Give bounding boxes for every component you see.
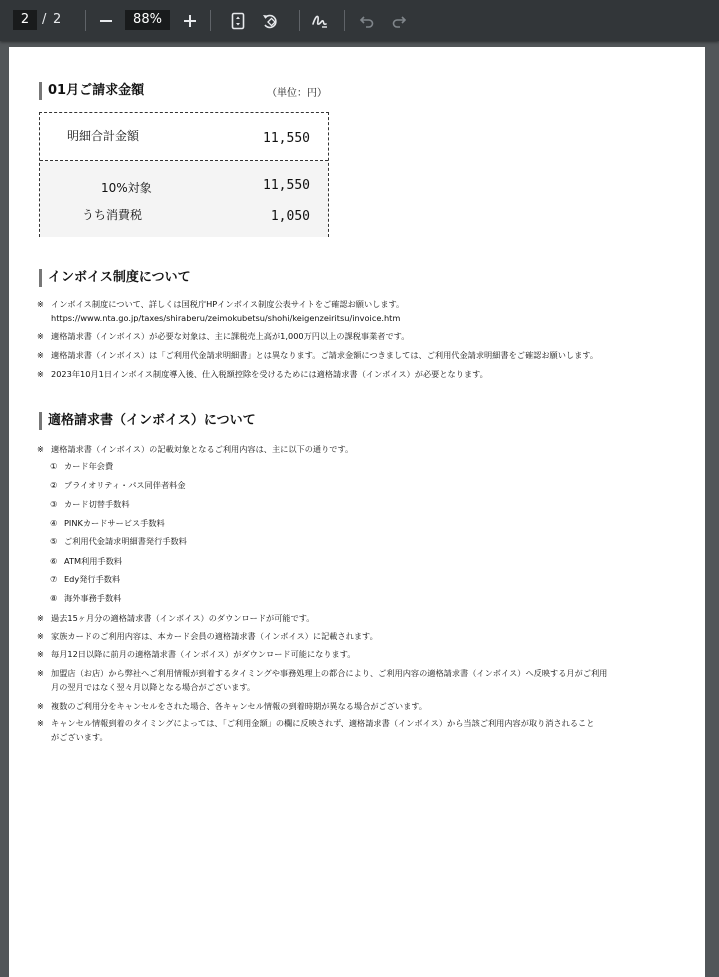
note-text: キャンセル情報到着のタイミングによっては、「ご利用金額」の欄に反映されず、適格請求書（インボイス）から当該ご利用内容が取り消されること <box>51 718 595 728</box>
note-item <box>37 648 355 660</box>
zoom-input[interactable]: 88% <box>125 10 170 30</box>
note-mark: ※ <box>37 331 44 341</box>
note-item <box>37 443 353 455</box>
detail-total-label: 明細合計金額 <box>67 129 140 143</box>
list-item <box>50 460 113 472</box>
note-item <box>37 298 404 310</box>
tax-breakdown-area <box>40 161 328 237</box>
unit-label: （単位：円） <box>267 88 327 99</box>
note-text: 家族カードのご利用内容は、本カード会員の適格請求書（インボイス）に記載されます。 <box>51 631 378 641</box>
note-text: 過去15ヶ月分の適格請求書（インボイス）のダウンロードが可能です。 <box>51 613 315 623</box>
note-text: 適格請求書（インボイス）の記載対象となるご利用内容は、主に以下の通りです。 <box>51 444 354 454</box>
plus-icon <box>183 14 197 28</box>
note-text: 適格請求書（インボイス）が必要な対象は、主に課税売上高が1,000万円以上の課税事業者です。 <box>51 331 410 341</box>
list-number: ① <box>50 461 58 471</box>
list-text: プライオリティ・パス同伴者料金 <box>64 480 186 490</box>
billing-title: 01月ご請求金額 <box>39 82 144 100</box>
list-number: ⑤ <box>50 536 58 546</box>
toolbar-divider <box>210 10 211 31</box>
tax10-label: 10%対象 <box>101 181 152 195</box>
toolbar-divider <box>299 10 300 31</box>
list-text: カード切替手数料 <box>64 499 130 509</box>
list-number: ③ <box>50 499 58 509</box>
note-item <box>37 349 598 361</box>
list-text: ご利用代金請求明細書発行手数料 <box>64 536 187 546</box>
list-item <box>50 517 165 529</box>
note-mark: ※ <box>37 631 44 641</box>
minus-icon <box>99 14 113 28</box>
note-mark: ※ <box>37 649 44 659</box>
list-item <box>50 479 186 491</box>
note-text: 加盟店（お店）から弊社へご利用情報が到着するタイミングや事務処理上の都合により、ご利用内容の適格請求書（インボイス）へ反映する月がご利用 <box>51 668 608 678</box>
consumption-tax-label: うち消費税 <box>82 208 143 222</box>
pen-signature-icon <box>311 12 329 30</box>
fit-to-page-button[interactable] <box>227 10 249 32</box>
document-content <box>9 47 705 977</box>
note-mark: ※ <box>37 613 44 623</box>
list-number: ⑥ <box>50 556 58 566</box>
note-mark: ※ <box>37 668 44 678</box>
pdf-page <box>9 47 705 977</box>
pdf-toolbar <box>0 0 719 41</box>
note-mark: ※ <box>37 718 44 728</box>
list-number: ② <box>50 480 58 490</box>
list-number: ④ <box>50 518 58 528</box>
note-text: 複数のご利用分をキャンセルをされた場合、各キャンセル情報の到着時期が異なる場合がございます。 <box>51 701 427 711</box>
note-continuation: 月の翌月ではなく翌々月以降となる場合がございます。 <box>51 682 256 692</box>
invoice-system-title: インボイス制度について <box>39 269 191 287</box>
list-text: PINKカードサービス手数料 <box>64 518 165 528</box>
list-item <box>50 555 122 567</box>
note-text: 毎月12日以降に前月の適格請求書（インボイス）がダウンロード可能になります。 <box>51 649 356 659</box>
tax10-value: 11,550 <box>263 178 310 193</box>
page-separator: / <box>42 12 47 27</box>
page-number-input[interactable]: 2 <box>13 10 37 30</box>
fit-page-icon <box>230 12 246 30</box>
note-continuation: がございます。 <box>51 732 108 742</box>
list-item <box>50 592 121 604</box>
note-mark: ※ <box>37 299 44 309</box>
nta-url-link[interactable]: https://www.nta.go.jp/taxes/shiraberu/zeimokubetsu/shohi/keigenzeiritsu/invoice.htm <box>51 313 401 323</box>
rotate-button[interactable] <box>259 10 281 32</box>
annotate-button[interactable] <box>309 10 331 32</box>
toolbar-divider <box>85 10 86 31</box>
redo-button[interactable] <box>388 10 410 32</box>
list-item <box>50 573 120 585</box>
note-item <box>37 368 488 380</box>
note-mark: ※ <box>37 701 44 711</box>
list-number: ⑧ <box>50 593 58 603</box>
rotate-icon <box>261 12 279 30</box>
zoom-in-button[interactable] <box>179 10 201 32</box>
undo-icon <box>359 13 375 29</box>
list-text: カード年会費 <box>64 461 114 471</box>
consumption-tax-value: 1,050 <box>270 209 310 224</box>
list-text: ATM利用手数料 <box>64 556 122 566</box>
note-item <box>37 330 409 342</box>
note-item <box>37 700 427 712</box>
redo-icon <box>391 13 407 29</box>
undo-button[interactable] <box>356 10 378 32</box>
list-text: Edy発行手数料 <box>64 574 121 584</box>
list-number: ⑦ <box>50 574 58 584</box>
billing-summary-box <box>39 112 329 237</box>
note-item <box>37 667 607 679</box>
note-item <box>37 612 315 624</box>
note-text: 2023年10月1日インボイス制度導入後、仕入税額控除を受けるためには適格請求書（インボイス）が必要となります。 <box>51 369 488 379</box>
list-item <box>50 535 187 547</box>
note-text: 適格請求書（インボイス）は「ご利用代金請求明細書」とは異なります。ご請求金額につきましては、ご利用代金請求明細書をご確認お願いします。 <box>51 350 599 360</box>
toolbar-divider <box>344 10 345 31</box>
page-total: 2 <box>53 12 62 27</box>
summary-divider <box>40 160 328 161</box>
note-text: インボイス制度について、詳しくは国税庁HPインボイス制度公表サイトをご確認お願いします。 <box>51 299 405 309</box>
note-mark: ※ <box>37 369 44 379</box>
list-item <box>50 498 130 510</box>
note-item <box>37 630 378 642</box>
note-item <box>37 717 594 729</box>
qualified-invoice-title: 適格請求書（インボイス）について <box>39 412 256 430</box>
note-mark: ※ <box>37 444 44 454</box>
zoom-out-button[interactable] <box>95 10 117 32</box>
detail-total-value: 11,550 <box>263 131 310 146</box>
list-text: 海外事務手数料 <box>64 593 122 603</box>
note-mark: ※ <box>37 350 44 360</box>
